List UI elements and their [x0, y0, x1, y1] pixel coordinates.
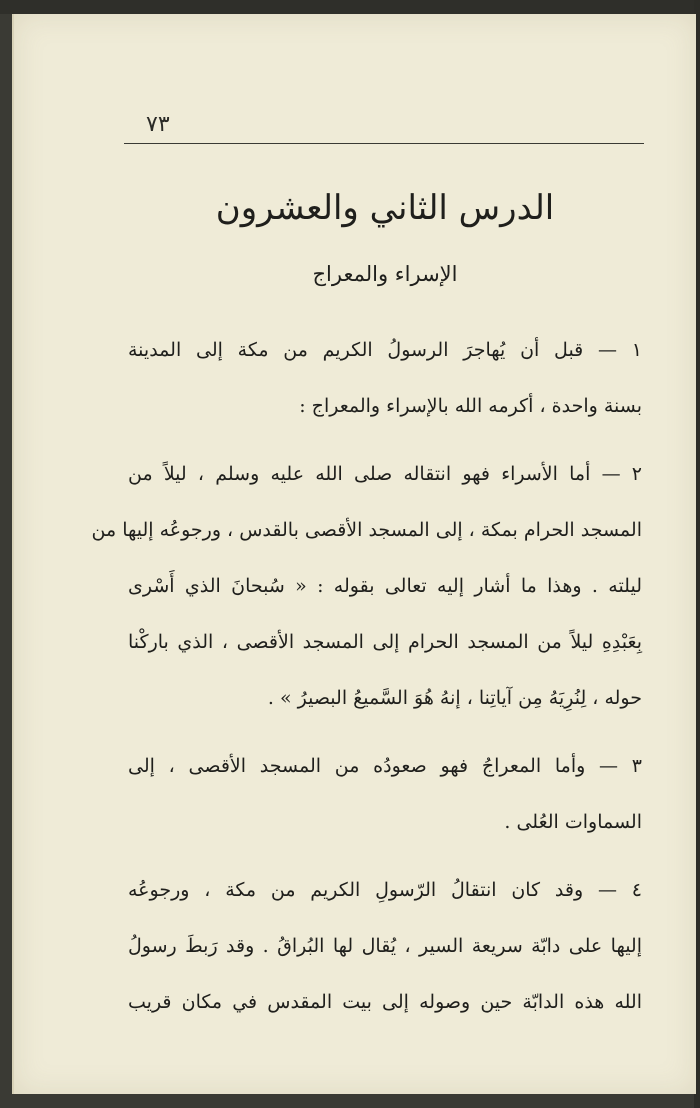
paragraph	[128, 862, 642, 1030]
lesson-subtitle: الإسراء والمعراج	[312, 262, 458, 286]
paragraph	[128, 322, 642, 434]
text-line: ٤ — وقد كان انتقالُ الرّسولِ الكريم من مكة ، ورجوعُه	[128, 879, 642, 901]
text-line: ٣ — وأما المعراجُ فهو صعودُه من المسجد الأقصى ، إلى	[128, 755, 642, 777]
text-line: السماوات العُلى .	[504, 811, 642, 833]
text-line: ٢ — أما الأسراء فهو انتقاله صلى الله عليه وسلم ، ليلاً من	[128, 463, 642, 485]
text-line: حوله ، لِنُرِيَهُ مِن آياتِنا ، إنهُ هُوَ السَّميعُ البصيرُ » .	[267, 687, 642, 709]
scan-top-band	[0, 0, 700, 14]
text-line: إليها على دابّة سريعة السير ، يُقال لها البُراقُ . وقد رَبطَ رسولُ	[128, 935, 642, 957]
lesson-body	[91, 322, 642, 1030]
text-line: ليلته . وهذا ما أشار إليه تعالى بقوله : « سُبحانَ الذي أَسْرى	[128, 575, 642, 597]
header-rule	[124, 143, 644, 144]
paragraph	[91, 446, 642, 726]
lesson-title: الدرس الثاني والعشرون	[215, 188, 555, 228]
paragraph	[128, 738, 642, 850]
text-line: الله هذه الدابّة حين وصوله إلى بيت المقدس في مكان قريب	[128, 991, 642, 1013]
text-line: بِعَبْدِهِ ليلاً من المسجد الحرام إلى المسجد الأقصى ، الذي باركْنا	[128, 631, 642, 653]
text-line: المسجد الحرام بمكة ، إلى المسجد الأقصى بالقدس ، ورجوعُه إليها من	[91, 519, 642, 541]
page-number: ٧٣	[146, 112, 170, 137]
text-line: بسنة واحدة ، أكرمه الله بالإسراء والمعراج :	[299, 395, 642, 417]
text-line: ١ — قبل أن يُهاجرَ الرسولُ الكريم من مكة إلى المدينة	[128, 339, 642, 361]
